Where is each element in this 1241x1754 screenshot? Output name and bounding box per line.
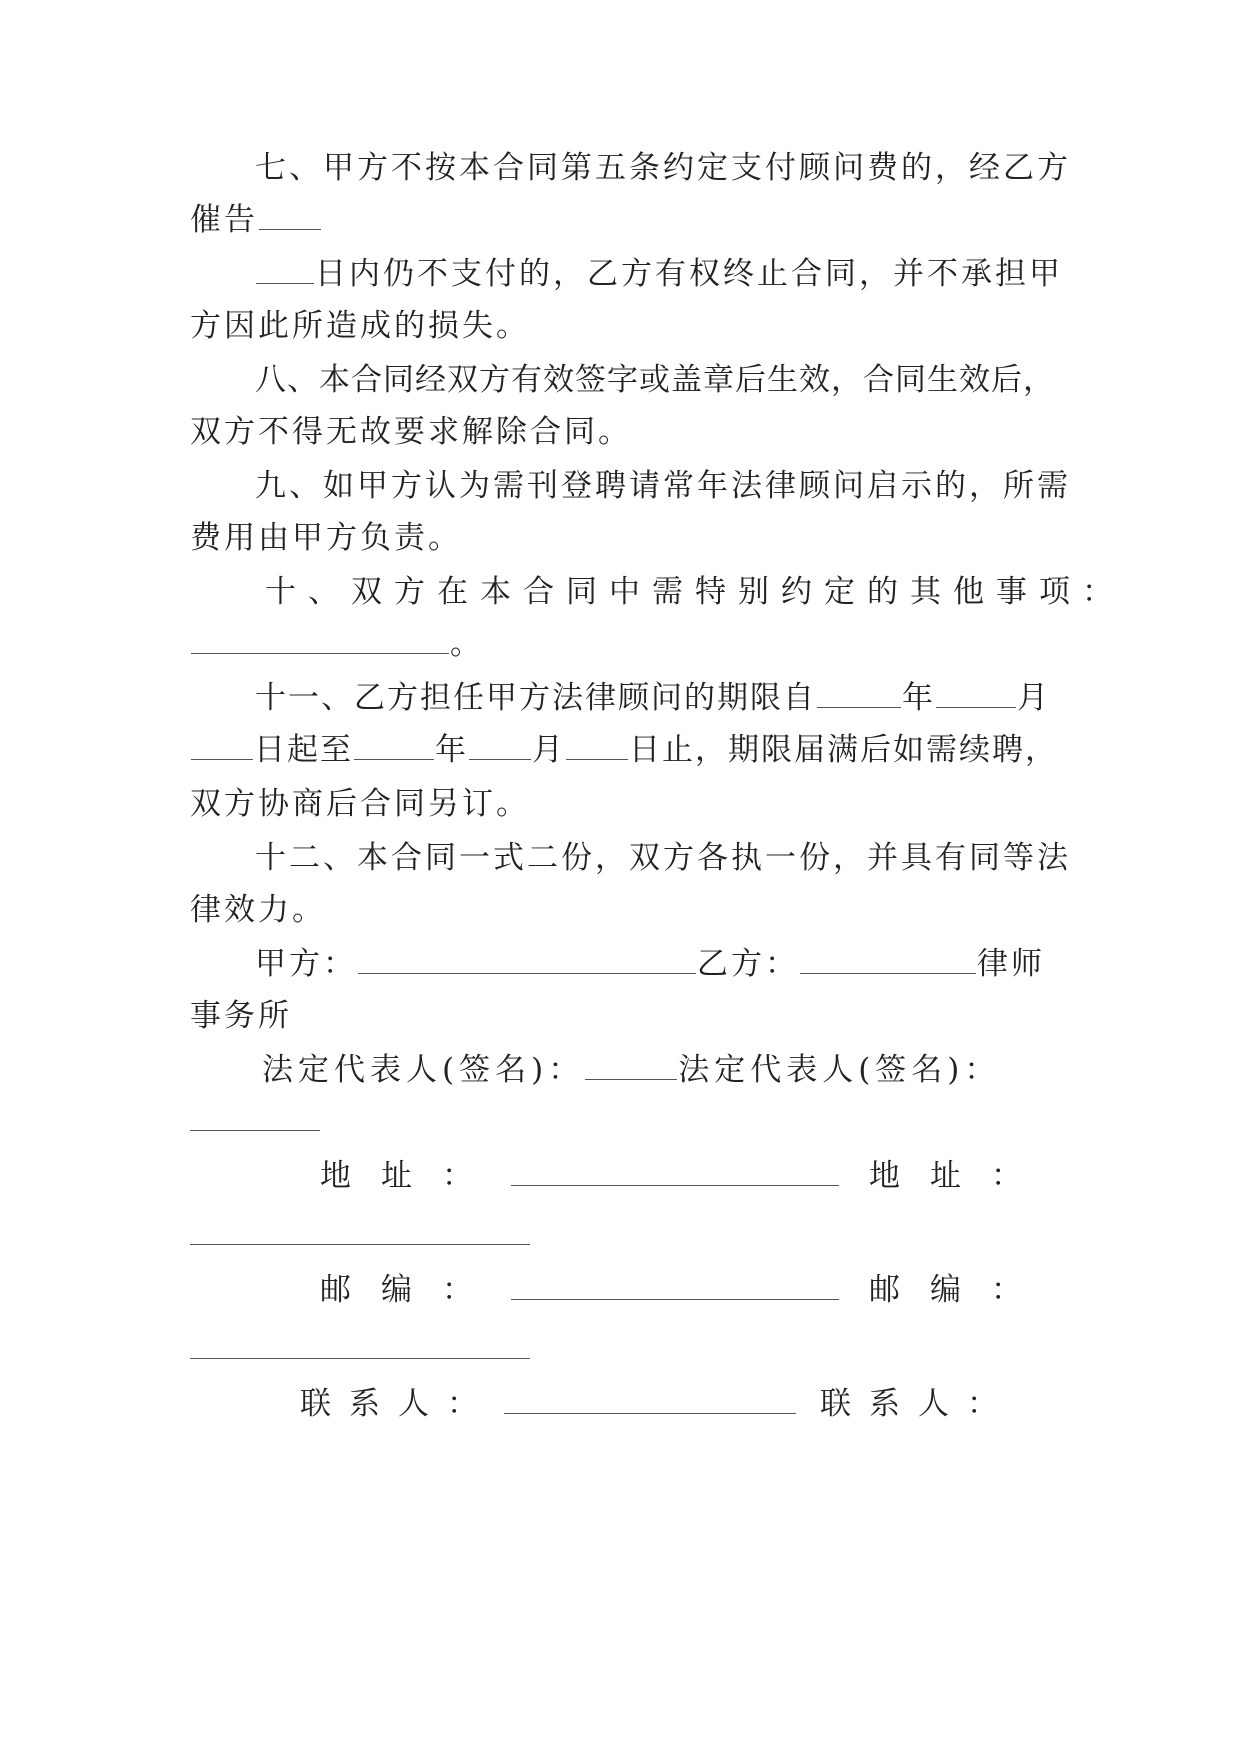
clause11-line1 (255, 678, 1050, 718)
address-a-field (511, 1157, 839, 1186)
postcode-label-a: 邮编： (320, 1272, 503, 1308)
blank-field (191, 731, 253, 760)
firm-suffix-line: 事务所 (190, 998, 292, 1034)
clause7-days-text: 日内仍不支付的，乙方有权终止合同，并不承担甲 (315, 256, 1063, 292)
party-line (255, 944, 1045, 984)
postcode-label-b: 邮编： (869, 1272, 1052, 1308)
party-a-label: 甲方： (255, 946, 357, 982)
address-line (320, 1156, 1052, 1196)
contact-label-b: 联系人： (820, 1386, 1016, 1422)
clause7-line4: 方因此所造成的损失。 (190, 308, 530, 344)
clause9-line1: 九、如甲方认为需刊登聘请常年法律顾问启示的，所需 (255, 468, 1071, 504)
clause10-line1: 十、双方在本合同中需特别约定的其他事项： (265, 574, 1125, 610)
clause8-line1: 八、本合同经双方有效签字或盖章后生效，合同生效后， (255, 362, 1055, 398)
clause7-line3 (255, 254, 1063, 294)
clause12-line1: 十二、本合同一式二份，双方各执一份，并具有同等法 (255, 840, 1071, 876)
clause11-day-from: 日起至 (254, 732, 353, 768)
clause11-month-label: 月 (1017, 680, 1050, 716)
blank-field (936, 679, 1016, 708)
postcode-a-field (511, 1271, 839, 1300)
postcode-line (320, 1270, 1052, 1310)
blank-field (817, 679, 901, 708)
clause9-line2: 费用由甲方负责。 (190, 520, 462, 556)
contact-label-a: 联系人： (300, 1386, 496, 1422)
blank-field (354, 731, 434, 760)
legal-rep-label-b: 法定代表人(签名)： (678, 1052, 1001, 1088)
clause11-line3: 双方协商后合同另订。 (190, 786, 530, 822)
legal-rep-a-field (585, 1051, 677, 1080)
clause7-line1: 七、甲方不按本合同第五条约定支付顾问费的，经乙方 (255, 150, 1071, 186)
party-b-label: 乙方： (697, 946, 799, 982)
blank-field (256, 255, 314, 284)
party-a-field (358, 945, 696, 974)
clause11-year-label: 年 (902, 680, 935, 716)
firm-suffix: 律师 (977, 946, 1045, 982)
legal-rep-label-a: 法定代表人(签名)： (262, 1052, 585, 1088)
blank-field (566, 731, 628, 760)
clause8-line2: 双方不得无故要求解除合同。 (190, 414, 632, 450)
clause7-line2 (190, 200, 322, 240)
blank-field (259, 201, 321, 230)
blank-field (191, 625, 449, 654)
contact-a-field (504, 1385, 796, 1414)
legal-rep-line (262, 1050, 1000, 1090)
contact-line (300, 1384, 1016, 1424)
address-label-a: 地址： (320, 1158, 503, 1194)
clause11-year-label-2: 年 (435, 732, 468, 768)
clause11-day-to: 日止，期限届满后如需续聘， (629, 732, 1058, 768)
clause10-line2 (190, 624, 484, 664)
clause12-line2: 律效力。 (190, 892, 326, 928)
address-b-field (190, 1244, 530, 1245)
clause10-end: 。 (450, 626, 484, 662)
clause11-month-label-2: 月 (532, 732, 565, 768)
address-label-b: 地址： (869, 1158, 1052, 1194)
clause11-lead: 十一、乙方担任甲方法律顾问的期限自 (255, 680, 816, 716)
clause11-line2 (190, 730, 1058, 770)
party-b-field (800, 945, 976, 974)
blank-field (469, 731, 531, 760)
clause7-urge-label: 催告 (190, 202, 258, 238)
legal-rep-b-field (190, 1130, 320, 1131)
postcode-b-field (190, 1358, 530, 1359)
